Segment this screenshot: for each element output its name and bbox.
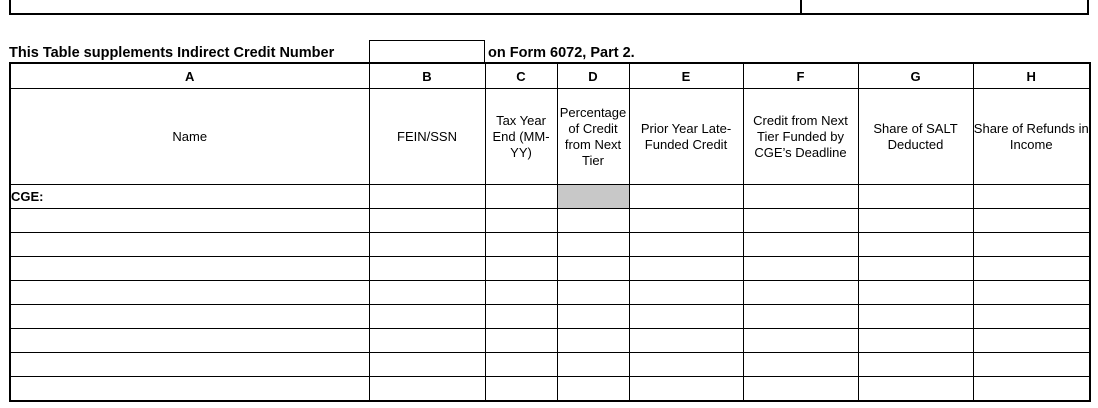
refunds-cell[interactable]: [973, 305, 1090, 329]
percentage-cell[interactable]: [557, 257, 629, 281]
credit-next-tier-cell[interactable]: [743, 281, 858, 305]
name-cell[interactable]: [10, 353, 369, 377]
indirect-credit-table: [9, 62, 1091, 402]
header-credit-next-tier: Credit from Next Tier Funded by CGE’s Deadline: [743, 89, 858, 185]
salt-cell[interactable]: [858, 209, 973, 233]
col-letter-e: E: [629, 63, 743, 89]
cge-salt-cell[interactable]: [858, 185, 973, 209]
salt-cell[interactable]: [858, 353, 973, 377]
tax-year-cell[interactable]: [485, 209, 557, 233]
table-row: [10, 281, 1090, 305]
percentage-cell[interactable]: [557, 209, 629, 233]
refunds-cell[interactable]: [973, 233, 1090, 257]
refunds-cell[interactable]: [973, 281, 1090, 305]
fein-cell[interactable]: [369, 233, 485, 257]
tax-year-cell[interactable]: [485, 233, 557, 257]
prior-year-cell[interactable]: [629, 233, 743, 257]
name-cell[interactable]: [10, 377, 369, 402]
col-letter-f: F: [743, 63, 858, 89]
salt-cell[interactable]: [858, 305, 973, 329]
refunds-cell[interactable]: [973, 209, 1090, 233]
tax-year-cell[interactable]: [485, 329, 557, 353]
credit-next-tier-cell[interactable]: [743, 329, 858, 353]
refunds-cell[interactable]: [973, 257, 1090, 281]
table-row: [10, 305, 1090, 329]
cge-row: [10, 185, 1090, 209]
col-letter-h: H: [973, 63, 1090, 89]
fein-cell[interactable]: [369, 377, 485, 402]
fein-cell[interactable]: [369, 257, 485, 281]
name-cell[interactable]: [10, 233, 369, 257]
col-letter-g: G: [858, 63, 973, 89]
cge-percentage-cell-shaded: [557, 185, 629, 209]
prior-year-cell[interactable]: [629, 329, 743, 353]
column-header-row: [10, 89, 1090, 185]
percentage-cell[interactable]: [557, 233, 629, 257]
name-cell[interactable]: [10, 257, 369, 281]
col-letter-a: A: [10, 63, 369, 89]
credit-next-tier-cell[interactable]: [743, 305, 858, 329]
blank-rows: [10, 209, 1090, 402]
percentage-cell[interactable]: [557, 305, 629, 329]
header-tax-year-end: Tax Year End (MM-YY): [485, 89, 557, 185]
fein-cell[interactable]: [369, 329, 485, 353]
tax-year-cell[interactable]: [485, 305, 557, 329]
name-cell[interactable]: [10, 329, 369, 353]
credit-next-tier-cell[interactable]: [743, 209, 858, 233]
credit-next-tier-cell[interactable]: [743, 353, 858, 377]
prior-year-cell[interactable]: [629, 377, 743, 402]
cge-credit-next-tier-cell[interactable]: [743, 185, 858, 209]
percentage-cell[interactable]: [557, 281, 629, 305]
salt-cell[interactable]: [858, 281, 973, 305]
col-letter-c: C: [485, 63, 557, 89]
col-letter-b: B: [369, 63, 485, 89]
tax-year-cell[interactable]: [485, 257, 557, 281]
table-row: [10, 353, 1090, 377]
percentage-cell[interactable]: [557, 353, 629, 377]
refunds-cell[interactable]: [973, 329, 1090, 353]
cge-fein-cell[interactable]: [369, 185, 485, 209]
prior-year-cell[interactable]: [629, 353, 743, 377]
salt-cell[interactable]: [858, 233, 973, 257]
column-letter-row: [10, 63, 1090, 89]
percentage-cell[interactable]: [557, 329, 629, 353]
cge-tax-year-cell[interactable]: [485, 185, 557, 209]
table-row: [10, 233, 1090, 257]
cge-name-cell[interactable]: CGE:: [10, 185, 369, 209]
prior-year-cell[interactable]: [629, 257, 743, 281]
refunds-cell[interactable]: [973, 353, 1090, 377]
header-name: Name: [10, 89, 369, 185]
credit-next-tier-cell[interactable]: [743, 233, 858, 257]
name-cell[interactable]: [10, 305, 369, 329]
indirect-credit-number-field[interactable]: [369, 40, 485, 62]
header-fein-ssn: FEIN/SSN: [369, 89, 485, 185]
header-share-salt: Share of SALT Deducted: [858, 89, 973, 185]
salt-cell[interactable]: [858, 329, 973, 353]
fein-cell[interactable]: [369, 209, 485, 233]
top-field-right[interactable]: [800, 0, 1089, 15]
top-field-left[interactable]: [9, 0, 802, 15]
tax-year-cell[interactable]: [485, 281, 557, 305]
fein-cell[interactable]: [369, 281, 485, 305]
tax-year-cell[interactable]: [485, 377, 557, 402]
prior-year-cell[interactable]: [629, 281, 743, 305]
table-row: [10, 329, 1090, 353]
prior-year-cell[interactable]: [629, 305, 743, 329]
name-cell[interactable]: [10, 281, 369, 305]
col-letter-d: D: [557, 63, 629, 89]
percentage-cell[interactable]: [557, 377, 629, 402]
refunds-cell[interactable]: [973, 377, 1090, 402]
salt-cell[interactable]: [858, 257, 973, 281]
table-row: [10, 209, 1090, 233]
table-row: [10, 377, 1090, 402]
fein-cell[interactable]: [369, 353, 485, 377]
cge-prior-year-cell[interactable]: [629, 185, 743, 209]
tax-year-cell[interactable]: [485, 353, 557, 377]
name-cell[interactable]: [10, 209, 369, 233]
supplement-prefix: This Table supplements Indirect Credit Number: [9, 45, 335, 61]
header-prior-year-late-funded: Prior Year Late-Funded Credit: [629, 89, 743, 185]
fein-cell[interactable]: [369, 305, 485, 329]
table-row: [10, 257, 1090, 281]
header-share-refunds: Share of Refunds in Income: [973, 89, 1090, 185]
credit-next-tier-cell[interactable]: [743, 257, 858, 281]
prior-year-cell[interactable]: [629, 209, 743, 233]
header-percentage-credit: Percentage of Credit from Next Tier: [557, 89, 629, 185]
supplement-suffix: on Form 6072, Part 2.: [488, 45, 635, 61]
cge-refunds-cell[interactable]: [973, 185, 1090, 209]
salt-cell[interactable]: [858, 377, 973, 402]
credit-next-tier-cell[interactable]: [743, 377, 858, 402]
